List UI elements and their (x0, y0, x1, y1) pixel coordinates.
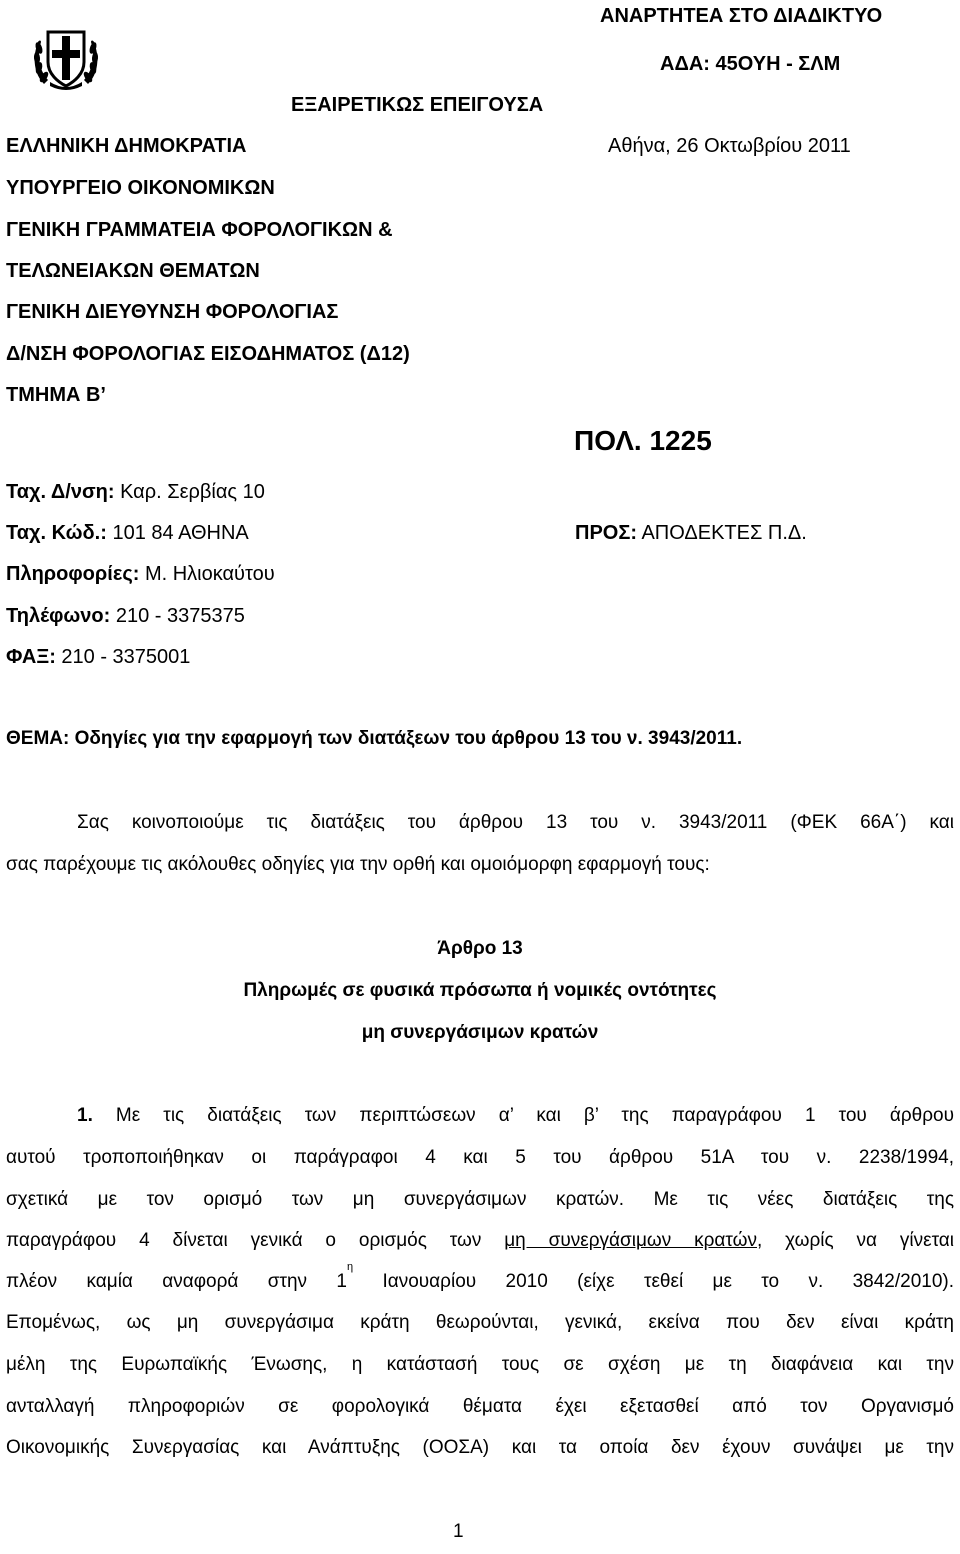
body-line-3: σχετικά με τον ορισμό των μη συνεργάσιμων κρατών. Με τις νέες διατάξεις της (6, 1189, 954, 1210)
body-line-2: αυτού τροποποιήθηκαν οι παράγραφοι 4 και 5 του άρθρου 51Α του ν. 2238/1994, (6, 1147, 954, 1168)
postal-label: Ταχ. Κώδ.: (6, 522, 107, 544)
phone-value: 210 - 3375375 (110, 605, 245, 627)
article-title-1: Πληρωμές σε φυσικά πρόσωπα ή νομικές οντότητες (243, 980, 717, 1001)
address-value: Καρ. Σερβίας 10 (114, 481, 265, 503)
recipient-value: ΑΠΟΔΕΚΤΕΣ Π.Δ. (637, 522, 807, 544)
fax-label: ΦΑΞ: (6, 646, 56, 668)
phone-line (6, 604, 245, 628)
info-value: Μ. Ηλιοκαύτου (139, 563, 275, 585)
body-line-9: Οικονομικής Συνεργασίας και Ανάπτυξης (ΟΟΣΑ) και τα οποία δεν έχουν συνάψει με την (6, 1437, 954, 1458)
underlined-term: μη συνεργάσιμων κρατών (504, 1230, 757, 1251)
body-line-7: μέλη της Ευρωπαϊκής Ένωσης, η κατάστασή τους σε σχέση με τη διαφάνεια και την (6, 1354, 954, 1375)
phone-label: Τηλέφωνο: (6, 605, 111, 627)
urgency-label: ΕΞΑΙΡΕΤΙΚΩΣ ΕΠΕΙΓΟΥΣΑ (291, 94, 544, 116)
body-line-8: ανταλλαγή πληροφοριών σε φορολογικά θέματα έχει εξετασθεί από τον Οργανισμό (6, 1396, 954, 1417)
coat-of-arms-icon (30, 22, 102, 94)
body-line-6: Επομένως, ως μη συνεργάσιμα κράτη θεωρούνται, γενικά, εκείνα που δεν είναι κράτη (6, 1312, 954, 1333)
ordinal-superscript: η (346, 1261, 354, 1273)
recipient-label: ΠΡΟΣ: (575, 522, 638, 544)
body-line-1 (77, 1104, 954, 1128)
authority-line-3: ΓΕΝΙΚΗ ΓΡΑΜΜΑΤΕΙΑ ΦΟΡΟΛΟΓΙΚΩΝ & (6, 219, 393, 241)
body-line-1-text: Με τις διατάξεις των περιπτώσεων α’ και β’ της παραγράφου 1 του άρθρου (92, 1105, 954, 1126)
address-label: Ταχ. Δ/νση: (6, 481, 115, 503)
posted-online-notice: ΑΝΑΡΤΗΤΕΑ ΣΤΟ ΔΙΑΔΙΚΤΥΟ (600, 5, 883, 27)
authority-line-4: ΤΕΛΩΝΕΙΑΚΩΝ ΘΕΜΑΤΩΝ (6, 260, 260, 282)
postal-value: 101 84 ΑΘΗΝΑ (106, 522, 249, 544)
authority-line-2: ΥΠΟΥΡΓΕΙΟ ΟΙΚΟΝΟΜΙΚΩΝ (6, 177, 275, 199)
paragraph-number: 1. (77, 1105, 93, 1126)
article-title-2: μη συνεργάσιμων κρατών (361, 1022, 599, 1043)
authority-line-7: ΤΜΗΜΑ Β’ (6, 384, 106, 406)
ada-code: ΑΔΑ: 45ΟΥΗ - ΣΛΜ (660, 53, 841, 75)
recipient-line (575, 521, 807, 545)
body-line-4 (6, 1229, 954, 1253)
fax-value: 210 - 3375001 (55, 646, 191, 668)
body-line-5 (6, 1261, 954, 1294)
intro-line-2: σας παρέχουμε τις ακόλουθες οδηγίες για την ορθή και ομοιόμορφη εφαρμογή τους: (6, 854, 710, 875)
intro-line-1: Σας κοινοποιούμε τις διατάξεις του άρθρου 13 του ν. 3943/2011 (ΦΕΚ 66Α΄) και (77, 812, 954, 833)
body-line-4-post: , χωρίς να γίνεται (756, 1230, 955, 1251)
article-number: Άρθρο 13 (437, 938, 523, 959)
authority-line-1: ΕΛΛΗΝΙΚΗ ΔΗΜΟΚΡΑΤΙΑ (6, 135, 247, 157)
authority-line-6: Δ/ΝΣΗ ΦΟΡΟΛΟΓΙΑΣ ΕΙΣΟΔΗΜΑΤΟΣ (Δ12) (6, 343, 410, 365)
page-number: 1 (453, 1521, 464, 1542)
body-line-5-pre: πλέον καμία αναφορά στην 1 (6, 1271, 347, 1292)
body-line-4-pre: παραγράφου 4 δίνεται γενικά ο ορισμός των (6, 1230, 505, 1251)
fax-line (6, 645, 190, 669)
subject-line: ΘΕΜΑ: Οδηγίες για την εφαρμογή των διατάξεων του άρθρου 13 του ν. 3943/2011. (6, 728, 743, 749)
info-label: Πληροφορίες: (6, 563, 140, 585)
document-date: Αθήνα, 26 Οκτωβρίου 2011 (608, 135, 851, 157)
address-line (6, 480, 265, 504)
body-line-5-post: Ιανουαρίου 2010 (είχε τεθεί με το ν. 3842/2010). (353, 1271, 954, 1292)
pol-number: ΠΟΛ. 1225 (574, 425, 712, 456)
postal-line (6, 521, 249, 545)
authority-line-5: ΓΕΝΙΚΗ ΔΙΕΥΘΥΝΣΗ ΦΟΡΟΛΟΓΙΑΣ (6, 301, 339, 323)
info-line (6, 562, 275, 586)
